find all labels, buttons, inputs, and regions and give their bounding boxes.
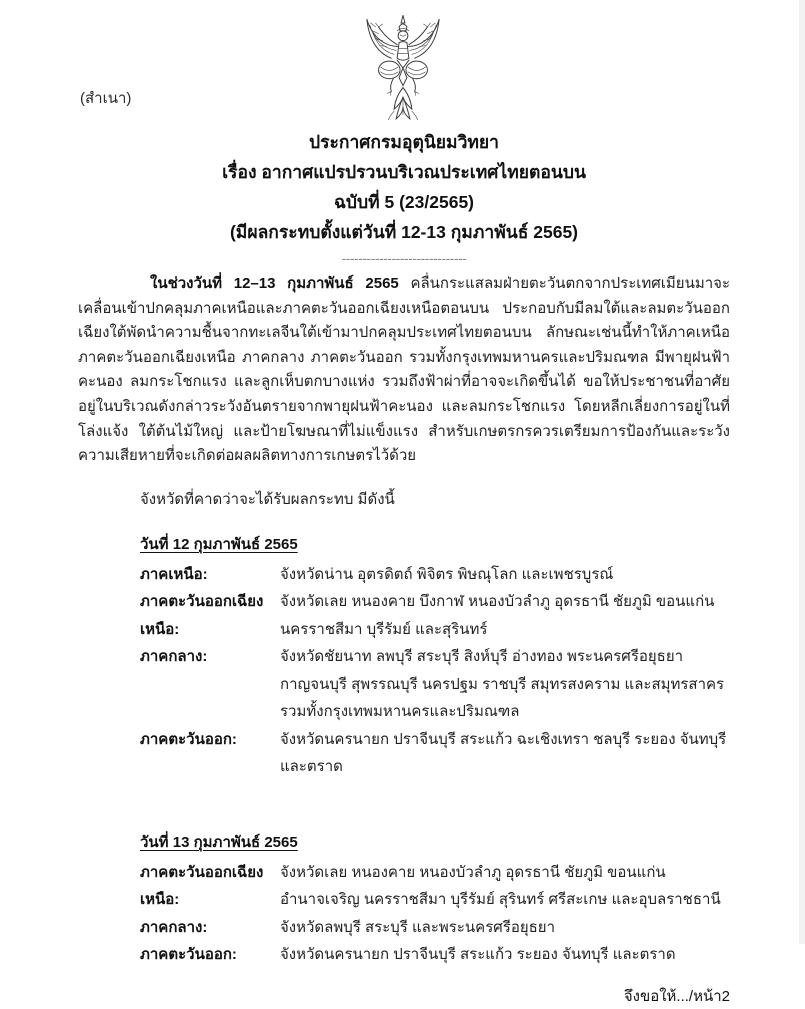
paragraph-lead-bold: ในช่วงวันที่ 12–13 กุมภาพันธ์ 2565	[150, 275, 399, 292]
affected-intro: จังหวัดที่คาดว่าจะได้รับผลกระทบ มีดังนี้	[140, 490, 395, 508]
paragraph-text: คลื่นกระแสลมฝ่ายตะวันตกจากประเทศเมียนมาจะเคลื่อนเข้าปกคลุมภาคเหนือและภาคตะวันออกเฉียงเหนือตอนบน ประกอบกับมีลมใต้และลมตะวันออกเฉียงใต้พัดนำความชื้นจากทะเลจีนใต้เข้ามาปกคลุมประเทศไทยตอนบน ลักษณะเช่นนี้ทำให้ภาคเหนือ ภาคตะวันออกเฉียงเหนือ ภาคกลาง ภาคตะวันออก รวมทั้งกรุงเทพมหานครและปริมณฑล มีพายุฝนฟ้าคะนอง ลมกระโชกแรง และลูกเห็บตกบางแห่ง รวมถึงฟ้าผ่าที่อาจจะเกิดขึ้นได้ ขอให้ประชาชนที่อาศัยอยู่ในบริเวณดังกล่าวระวังอันตรายจากพายุฝนฟ้าคะนอง และลมกระโชกแรง โดยหลีกเลี่ยงการอยู่ในที่โล่งแจ้ง ใต้ต้นไม้ใหญ่ และป้ายโฆษณาที่ไม่แข็งแรง สำหรับเกษตรกรควรเตรียมการป้องกันและระวังความเสียหายที่จะเกิดต่อผลผลิตทางการเกษตรไว้ด้วย	[78, 275, 730, 465]
region-name: ภาคตะวันออกเฉียงเหนือ:	[140, 593, 264, 638]
region-name: ภาคเหนือ:	[140, 565, 208, 583]
province-list: จังหวัดนครนายก ปราจีนบุรี สระแก้ว ระยอง จันทบุรี และตราด	[280, 946, 676, 964]
table-row	[140, 561, 730, 589]
dashed-separator: ------------------------------	[341, 250, 467, 266]
region-name: ภาคตะวันออกเฉียงเหนือ:	[140, 863, 264, 909]
main-paragraph	[78, 272, 730, 469]
region-name: ภาคตะวันออก:	[140, 730, 237, 748]
province-list: จังหวัดลพบุรี สระบุรี และพระนครศรีอยุธยา	[280, 918, 556, 936]
date-heading-feb13: วันที่ 13 กุมภาพันธ์ 2565	[140, 833, 298, 851]
province-list: จังหวัดเลย หนองคาย บึงกาฬ หนองบัวลำภู อุดรธานี ชัยภูมิ ขอนแก่น นครราชสีมา บุรีรัมย์ และสุรินทร์	[280, 593, 715, 638]
province-list: จังหวัดเลย หนองคาย หนองบัวลำภู อุดรธานี ชัยภูมิ ขอนแก่น อำนาจเจริญ นครราชสีมา บุรีรัมย์ สุรินทร์ ศรีสะเกษ และอุบลราชธานี	[280, 863, 721, 909]
table-row	[140, 643, 730, 726]
affected-provinces-block	[78, 487, 730, 969]
issue-number: ฉบับที่ 5 (23/2565)	[333, 192, 475, 212]
subject-line: เรื่อง อากาศแปรปรวนบริเวณประเทศไทยตอนบน	[222, 162, 586, 182]
regions-table-feb13	[140, 859, 730, 969]
regions-table-feb12	[140, 561, 730, 781]
table-row	[140, 941, 730, 969]
table-row	[140, 588, 730, 643]
page-title: ประกาศกรมอุตุนิยมวิทยา	[308, 132, 500, 152]
table-row	[140, 914, 730, 942]
region-name: ภาคตะวันออก:	[140, 946, 237, 964]
province-list: จังหวัดชัยนาท ลพบุรี สระบุรี สิงห์บุรี อ่างทอง พระนครศรีอยุธยา กาญจนบุรี สุพรรณบุรี นครปฐม ราชบุรี สมุทรสงคราม และสมุทรสาคร รวมทั้งกรุงเทพมหานครและปริมณฑล	[280, 648, 725, 721]
section-gap	[140, 781, 730, 810]
date-heading-feb12: วันที่ 12 กุมภาพันธ์ 2565	[140, 535, 298, 553]
effective-date-line: (มีผลกระทบตั้งแต่วันที่ 12-13 กุมภาพันธ์ 2565)	[229, 222, 579, 242]
table-row	[140, 726, 730, 781]
title-block	[78, 127, 730, 247]
table-row	[140, 859, 730, 914]
copy-label: (สำเนา)	[80, 90, 132, 107]
province-list: จังหวัดนครนายก ปราจีนบุรี สระแก้ว ฉะเชิงเทรา ชลบุรี ระยอง จันทบุรี และตราด	[280, 730, 727, 776]
continuation-note: จึงขอให้.../หน้า2	[623, 987, 730, 1005]
region-name: ภาคกลาง:	[140, 918, 208, 936]
province-list: จังหวัดน่าน อุตรดิตถ์ พิจิตร พิษณุโลก และเพชรบูรณ์	[280, 565, 614, 583]
region-name: ภาคกลาง:	[140, 648, 208, 666]
